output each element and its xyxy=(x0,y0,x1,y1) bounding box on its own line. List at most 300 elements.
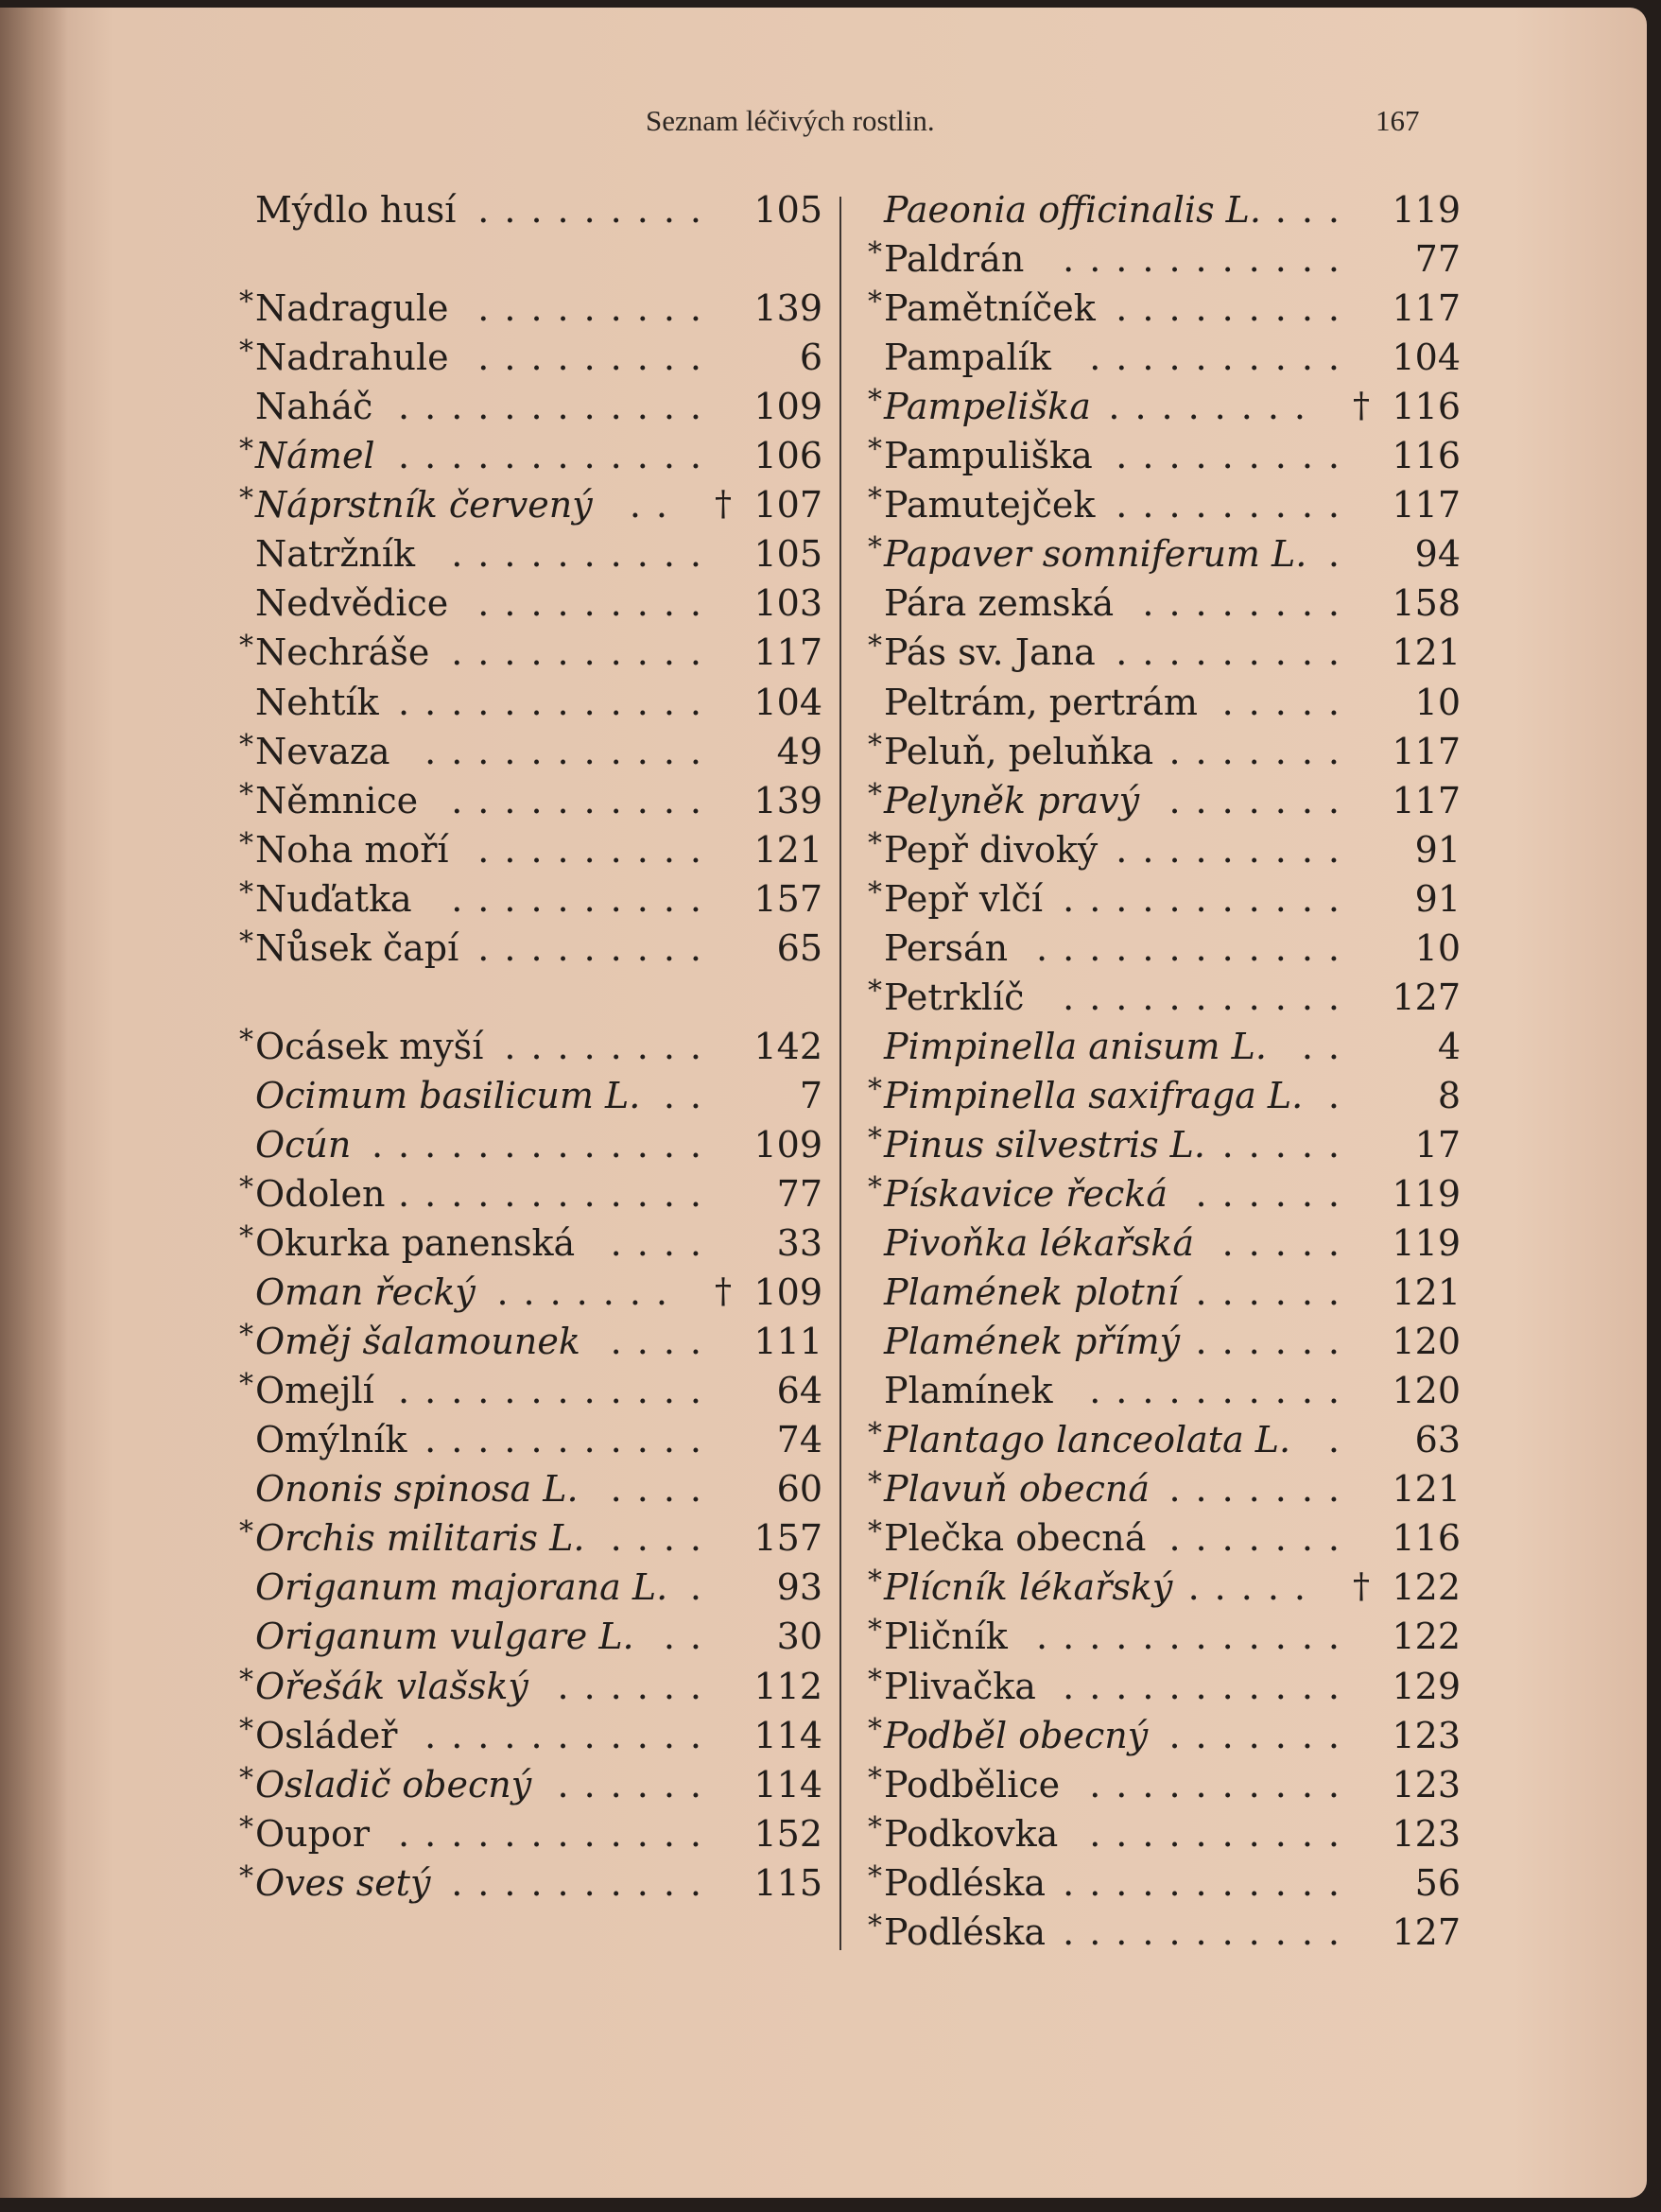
dot-leader: ......... xyxy=(477,828,717,871)
plant-name: Oměj šalamounek xyxy=(255,1321,580,1363)
page-reference: 157 xyxy=(753,1517,822,1560)
page-reference: 121 xyxy=(753,828,822,871)
plant-name: Podléska xyxy=(884,1910,1047,1953)
dot-leader: ........ xyxy=(504,1025,717,1067)
dagger-mark: † xyxy=(1353,1567,1370,1607)
plant-name: Námel xyxy=(255,435,375,477)
index-entry xyxy=(227,1317,822,1366)
page-reference: 8 xyxy=(1437,1074,1461,1116)
plant-name: Ořešák vlašský xyxy=(255,1665,528,1707)
page-reference: 105 xyxy=(753,533,822,576)
dot-leader: ...... xyxy=(1195,1321,1355,1363)
index-entry xyxy=(227,1563,822,1612)
dot-leader: .. xyxy=(663,1074,717,1116)
page-reference: 127 xyxy=(1392,1910,1461,1953)
page-reference: 6 xyxy=(799,337,822,379)
index-entry xyxy=(856,1809,1461,1858)
page-reference: 121 xyxy=(1392,1468,1461,1511)
plant-name: Osladič obecný xyxy=(255,1763,532,1806)
page-reference: 122 xyxy=(1392,1616,1461,1658)
index-entry xyxy=(227,727,822,776)
dot-leader: ............ xyxy=(398,435,717,477)
page-reference: 158 xyxy=(1392,582,1461,625)
page-reference: 74 xyxy=(776,1419,822,1461)
index-entry xyxy=(856,1612,1461,1661)
page-reference: 120 xyxy=(1392,1321,1461,1363)
dot-leader: . xyxy=(1327,533,1355,576)
index-entry xyxy=(227,924,822,973)
dot-leader: .......... xyxy=(1089,1812,1355,1855)
page-reference: 33 xyxy=(776,1222,822,1265)
dot-leader: ......... xyxy=(477,337,717,379)
dot-leader: ...... xyxy=(557,1763,717,1806)
asterisk-mark: * xyxy=(868,1515,882,1549)
index-entry xyxy=(856,1908,1461,1957)
plant-name: Nuďatka xyxy=(255,877,412,920)
asterisk-mark: * xyxy=(868,433,882,467)
plant-name: Plamínek xyxy=(884,1370,1053,1412)
dot-leader: .... xyxy=(610,1222,717,1265)
page-reference: 120 xyxy=(1392,1370,1461,1412)
asterisk-mark: * xyxy=(239,1810,253,1844)
index-entry xyxy=(856,1464,1461,1513)
dot-leader: ......... xyxy=(477,926,717,969)
index-entry xyxy=(856,333,1461,382)
asterisk-mark: * xyxy=(239,1515,253,1549)
dot-leader: ..... xyxy=(1187,1566,1321,1609)
page-reference: 10 xyxy=(1414,681,1461,723)
index-entry xyxy=(227,1662,822,1711)
asterisk-mark: * xyxy=(868,1466,882,1500)
index-entry xyxy=(856,628,1461,677)
plant-name: Pelyněk pravý xyxy=(884,779,1140,821)
dot-leader: ............ xyxy=(398,681,717,723)
dot-leader: ............ xyxy=(1036,1616,1355,1658)
index-entry xyxy=(856,480,1461,529)
page-reference: 114 xyxy=(753,1763,822,1806)
plant-name: Plečka obecná xyxy=(884,1517,1147,1560)
plant-name: Omýlník xyxy=(255,1419,407,1461)
index-entry xyxy=(227,431,822,480)
dot-leader: .... xyxy=(610,1517,717,1560)
dot-leader: ......... xyxy=(477,287,717,330)
dot-leader: ......... xyxy=(1116,287,1355,330)
asterisk-mark: * xyxy=(239,826,253,860)
dot-leader: ............ xyxy=(1036,926,1355,969)
index-entry xyxy=(227,874,822,924)
dagger-mark: † xyxy=(715,485,732,525)
plant-name: Peluň, peluňka xyxy=(884,730,1154,772)
plant-name: Němnice xyxy=(255,779,419,821)
index-entry xyxy=(856,776,1461,825)
index-entry xyxy=(856,1711,1461,1760)
asterisk-mark: * xyxy=(868,285,882,320)
index-entry xyxy=(227,185,822,234)
page-reference: 139 xyxy=(753,779,822,821)
dot-leader: ............. xyxy=(371,1123,717,1166)
asterisk-mark: * xyxy=(868,728,882,762)
page-reference: 91 xyxy=(1414,828,1461,871)
index-entry xyxy=(856,1120,1461,1169)
asterisk-mark: * xyxy=(868,875,882,909)
index-entry xyxy=(227,1415,822,1464)
dot-leader: .. xyxy=(663,1616,717,1658)
index-entry xyxy=(227,1513,822,1563)
dot-leader: ........... xyxy=(1063,238,1355,281)
page-reference: 107 xyxy=(753,484,822,527)
plant-name: Peltrám, pertrám xyxy=(884,681,1198,723)
asterisk-mark: * xyxy=(868,531,882,565)
page-reference: 65 xyxy=(776,926,822,969)
plant-name: Nadragule xyxy=(255,287,449,330)
plant-name: Nevaza xyxy=(255,730,390,772)
asterisk-mark: * xyxy=(239,433,253,467)
dot-leader: .... xyxy=(610,1468,717,1511)
index-entry xyxy=(856,529,1461,579)
dot-leader: .. xyxy=(629,484,683,527)
page-reference: 112 xyxy=(753,1665,822,1707)
index-entry xyxy=(227,628,822,677)
page-reference: 7 xyxy=(799,1074,822,1116)
plant-name: Papaver somniferum L. xyxy=(884,533,1307,576)
dot-leader: ............ xyxy=(398,386,717,428)
page-reference: 114 xyxy=(753,1714,822,1756)
index-entry xyxy=(856,1513,1461,1563)
index-entry xyxy=(856,579,1461,628)
asterisk-mark: * xyxy=(239,1171,253,1204)
dot-leader: .......... xyxy=(451,1861,717,1904)
page-reference: 121 xyxy=(1392,631,1461,674)
asterisk-mark: * xyxy=(868,1417,882,1451)
asterisk-mark: * xyxy=(239,630,253,664)
page-reference: 129 xyxy=(1392,1665,1461,1707)
asterisk-mark: * xyxy=(239,1023,253,1057)
page-reference: 49 xyxy=(776,730,822,772)
index-entry xyxy=(856,874,1461,924)
page-reference: 10 xyxy=(1414,926,1461,969)
index-entry xyxy=(227,1612,822,1661)
plant-name: Ocásek myší xyxy=(255,1025,484,1067)
asterisk-mark: * xyxy=(239,1712,253,1746)
plant-name: Natržník xyxy=(255,533,416,576)
asterisk-mark: * xyxy=(239,1319,253,1353)
index-entry xyxy=(227,1858,822,1908)
dot-leader: ......... xyxy=(1116,484,1355,527)
dot-leader: ........... xyxy=(424,1714,717,1756)
page-reference: 121 xyxy=(1392,1271,1461,1314)
index-entry xyxy=(227,678,822,727)
page-reference: 4 xyxy=(1437,1025,1461,1067)
dot-leader: .......... xyxy=(451,631,717,674)
page-reference: 63 xyxy=(1414,1419,1461,1461)
plant-name: Pepř vlčí xyxy=(884,877,1043,920)
index-entry xyxy=(227,333,822,382)
dot-leader: . xyxy=(689,1566,717,1609)
asterisk-mark: * xyxy=(868,777,882,811)
index-entry xyxy=(227,776,822,825)
plant-name: Nedvědice xyxy=(255,582,449,625)
page-reference: 109 xyxy=(753,1123,822,1166)
dot-leader: .......... xyxy=(1089,337,1355,379)
plant-name: Pára zemská xyxy=(884,582,1115,625)
plant-name: Pamutejček xyxy=(884,484,1096,527)
index-entry xyxy=(227,825,822,874)
asterisk-mark: * xyxy=(868,1761,882,1795)
page-reference: 105 xyxy=(753,189,822,231)
dot-leader: ......... xyxy=(1116,631,1355,674)
dot-leader: ......... xyxy=(1116,435,1355,477)
page-reference: 119 xyxy=(1392,1173,1461,1215)
asterisk-mark: * xyxy=(239,482,253,516)
plant-name: Origanum vulgare L. xyxy=(255,1616,634,1658)
page-reference: 119 xyxy=(1392,1222,1461,1265)
index-entry xyxy=(856,1662,1461,1711)
dot-leader: . xyxy=(1327,1074,1355,1116)
page-reference: 117 xyxy=(753,631,822,674)
dot-leader: ........... xyxy=(1063,1861,1355,1904)
dot-leader: ........... xyxy=(1063,976,1355,1018)
page-reference: 116 xyxy=(1392,386,1461,428)
plant-name: Odolen xyxy=(255,1173,386,1215)
page-reference: 117 xyxy=(1392,730,1461,772)
dot-leader: ...... xyxy=(557,1665,717,1707)
page-reference: 142 xyxy=(753,1025,822,1067)
plant-name: Noha moří xyxy=(255,828,449,871)
page-reference: 104 xyxy=(1392,337,1461,379)
running-title: Seznam léčivých rostlin. xyxy=(646,104,935,137)
plant-name: Ocimum basilicum L. xyxy=(255,1074,641,1116)
asterisk-mark: * xyxy=(239,1859,253,1893)
dot-leader: ....... xyxy=(496,1271,683,1314)
index-entry xyxy=(856,973,1461,1022)
dot-leader: . xyxy=(1327,1419,1355,1461)
page-reference: 93 xyxy=(776,1566,822,1609)
plant-name: Nehtík xyxy=(255,681,379,723)
plant-name: Mýdlo husí xyxy=(255,189,457,231)
page-reference: 104 xyxy=(753,681,822,723)
dot-leader: .......... xyxy=(451,779,717,821)
index-entry xyxy=(856,431,1461,480)
index-entry xyxy=(856,1366,1461,1415)
index-entry xyxy=(227,1120,822,1169)
plant-name: Podléska xyxy=(884,1861,1047,1904)
asterisk-mark: * xyxy=(868,1712,882,1746)
asterisk-mark: * xyxy=(868,1810,882,1844)
page-header xyxy=(0,104,1647,151)
page-reference: 111 xyxy=(753,1321,822,1363)
asterisk-mark: * xyxy=(239,1368,253,1402)
dot-leader: ........... xyxy=(1063,1910,1355,1953)
index-entry xyxy=(227,1218,822,1268)
dot-leader: ....... xyxy=(1168,1714,1355,1756)
plant-name: Nůsek čapí xyxy=(255,926,459,969)
index-entry xyxy=(856,678,1461,727)
dot-leader: ....... xyxy=(1168,730,1355,772)
page-reference: 60 xyxy=(776,1468,822,1511)
index-entry xyxy=(856,1415,1461,1464)
asterisk-mark: * xyxy=(868,1564,882,1599)
page-reference: 77 xyxy=(1414,238,1461,281)
page-reference: 94 xyxy=(1414,533,1461,576)
page-reference: 139 xyxy=(753,287,822,330)
plant-name: Plamének přímý xyxy=(884,1321,1181,1363)
plant-name: Nadrahule xyxy=(255,337,449,379)
plant-name: Ononis spinosa L. xyxy=(255,1468,579,1511)
index-entry xyxy=(856,1169,1461,1218)
plant-name: Orchis militaris L. xyxy=(255,1517,585,1560)
dot-leader: .......... xyxy=(451,533,717,576)
index-entry xyxy=(227,529,822,579)
index-entry xyxy=(856,727,1461,776)
plant-name: Paeonia officinalis L. xyxy=(884,189,1261,231)
dagger-mark: † xyxy=(715,1272,732,1312)
asterisk-mark: * xyxy=(868,1121,882,1155)
page-reference: 123 xyxy=(1392,1714,1461,1756)
asterisk-mark: * xyxy=(868,826,882,860)
page-reference: 77 xyxy=(776,1173,822,1215)
plant-name: Podkovka xyxy=(884,1812,1059,1855)
page-reference: 109 xyxy=(753,386,822,428)
asterisk-mark: * xyxy=(868,236,882,270)
dot-leader: .......... xyxy=(1089,1763,1355,1806)
index-entry xyxy=(227,1169,822,1218)
plant-name: Paldrán xyxy=(884,238,1025,281)
dot-leader: .. xyxy=(1301,1025,1355,1067)
plant-name: Podběl obecný xyxy=(884,1714,1149,1756)
page-reference: 117 xyxy=(1392,287,1461,330)
plant-name: Naháč xyxy=(255,386,373,428)
page-reference: 106 xyxy=(753,435,822,477)
page-reference: 122 xyxy=(1392,1566,1461,1609)
plant-name: Pampalík xyxy=(884,337,1051,379)
dot-leader: ... xyxy=(1274,189,1355,231)
index-entry xyxy=(856,1760,1461,1809)
index-entry xyxy=(856,1317,1461,1366)
dot-leader: ..... xyxy=(1221,1222,1355,1265)
index-entry xyxy=(227,1268,822,1317)
plant-name: Oman řecký xyxy=(255,1271,476,1314)
plant-name: Ocún xyxy=(255,1123,352,1166)
index-entry xyxy=(856,1022,1461,1071)
index-entry xyxy=(227,480,822,529)
index-entry xyxy=(856,1218,1461,1268)
column-divider xyxy=(839,197,841,1950)
plant-name: Origanum majorana L. xyxy=(255,1566,668,1609)
plant-name: Petrklíč xyxy=(884,976,1025,1018)
dot-leader: ......... xyxy=(1116,828,1355,871)
index-entry xyxy=(856,1858,1461,1908)
page-reference: 117 xyxy=(1392,484,1461,527)
plant-name: Pličník xyxy=(884,1616,1008,1658)
index-entry xyxy=(227,1711,822,1760)
plant-name: Okurka panenská xyxy=(255,1222,576,1265)
asterisk-mark: * xyxy=(239,1761,253,1795)
dot-leader: ....... xyxy=(1168,1468,1355,1511)
page-reference: 103 xyxy=(753,582,822,625)
index-entry xyxy=(856,1268,1461,1317)
page-reference: 123 xyxy=(1392,1812,1461,1855)
dot-leader: ........... xyxy=(1063,877,1355,920)
dot-leader: ....... xyxy=(1168,779,1355,821)
page-reference: 30 xyxy=(776,1616,822,1658)
asterisk-mark: * xyxy=(868,1614,882,1648)
index-entry xyxy=(856,1563,1461,1612)
page-reference: 127 xyxy=(1392,976,1461,1018)
index-entry xyxy=(856,1071,1461,1120)
plant-name: Nechráše xyxy=(255,631,430,674)
page-reference: 119 xyxy=(1392,189,1461,231)
book-spine-shadow xyxy=(0,8,68,2198)
plant-name: Pamětníček xyxy=(884,287,1096,330)
index-entry xyxy=(227,1809,822,1858)
plant-name: Plantago lanceolata L. xyxy=(884,1419,1291,1461)
index-entry xyxy=(227,1366,822,1415)
page-reference: 117 xyxy=(1392,779,1461,821)
asterisk-mark: * xyxy=(239,925,253,959)
index-entry xyxy=(856,185,1461,234)
index-entry xyxy=(856,825,1461,874)
dagger-mark: † xyxy=(1353,387,1370,426)
dot-leader: ..... xyxy=(1221,681,1355,723)
page-reference: 17 xyxy=(1414,1123,1461,1166)
dot-leader: ........... xyxy=(1063,1665,1355,1707)
asterisk-mark: * xyxy=(868,1909,882,1943)
plant-name: Pampuliška xyxy=(884,435,1093,477)
page-reference: 123 xyxy=(1392,1763,1461,1806)
asterisk-mark: * xyxy=(868,482,882,516)
dot-leader: ............ xyxy=(398,1370,717,1412)
dot-leader: ........ xyxy=(1142,582,1355,625)
page-reference: 64 xyxy=(776,1370,822,1412)
asterisk-mark: * xyxy=(239,728,253,762)
plant-name: Pás sv. Jana xyxy=(884,631,1096,674)
dot-leader: ........ xyxy=(1108,386,1321,428)
plant-name: Plavuň obecná xyxy=(884,1468,1150,1511)
dot-leader: ........... xyxy=(424,1419,717,1461)
asterisk-mark: * xyxy=(239,335,253,369)
page-reference: 56 xyxy=(1414,1861,1461,1904)
plant-name: Pískavice řecká xyxy=(884,1173,1168,1215)
plant-name: Pepř divoký xyxy=(884,828,1099,871)
page-number: 167 xyxy=(1376,104,1420,137)
page-reference: 116 xyxy=(1392,1517,1461,1560)
index-entry xyxy=(227,579,822,628)
page-reference: 152 xyxy=(753,1812,822,1855)
plant-name: Náprstník červený xyxy=(255,484,593,527)
index-entry xyxy=(227,1760,822,1809)
plant-name: Plamének plotní xyxy=(884,1271,1180,1314)
dot-leader: ..... xyxy=(1221,1123,1355,1166)
page-reference: 91 xyxy=(1414,877,1461,920)
index-entry xyxy=(227,1022,822,1071)
index-entry xyxy=(227,382,822,431)
index-entry xyxy=(227,1464,822,1513)
page-reference: 109 xyxy=(753,1271,822,1314)
index-entry xyxy=(856,924,1461,973)
asterisk-mark: * xyxy=(868,1663,882,1697)
dot-leader: ............ xyxy=(398,1812,717,1855)
index-entry xyxy=(227,284,822,333)
asterisk-mark: * xyxy=(868,1859,882,1893)
asterisk-mark: * xyxy=(868,974,882,1008)
dot-leader: ....... xyxy=(1168,1517,1355,1560)
dot-leader: ...... xyxy=(1195,1173,1355,1215)
asterisk-mark: * xyxy=(868,1171,882,1204)
plant-name: Osládeř xyxy=(255,1714,398,1756)
plant-name: Oupor xyxy=(255,1812,370,1855)
plant-name: Pinus silvestris L. xyxy=(884,1123,1205,1166)
plant-name: Oves setý xyxy=(255,1861,431,1904)
